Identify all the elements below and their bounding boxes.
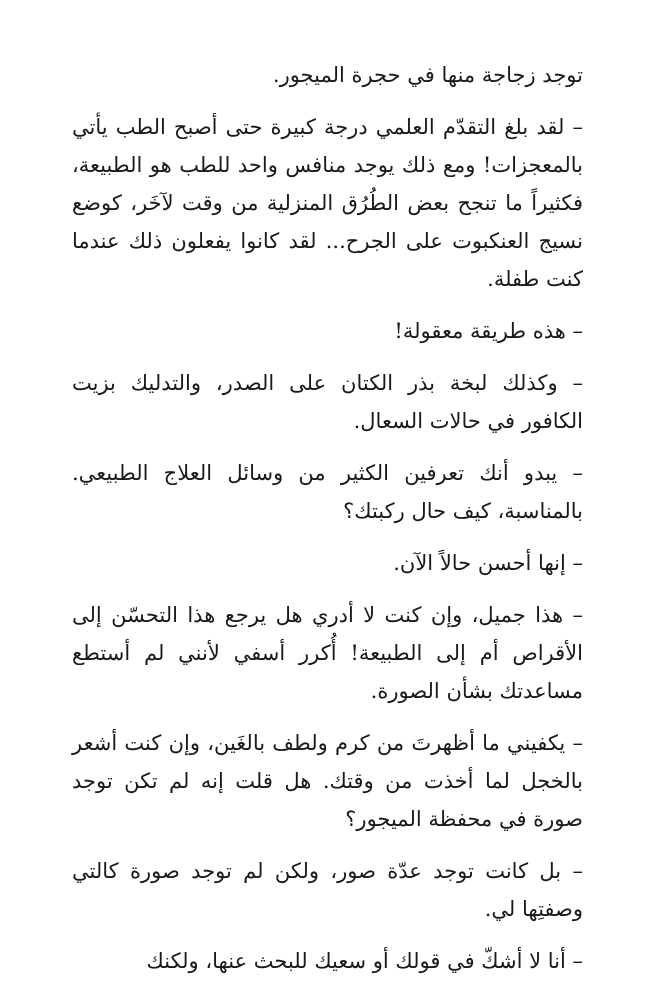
paragraph-6: – إنها أحسن حالاً الآن.	[393, 551, 583, 575]
paragraph-4: – وكذلك لبخة بذر الكتان على الصدر، والتدليك بزيت الكافور في حالات السعال.	[72, 371, 583, 433]
paragraph-3: – هذه طريقة معقولة!	[394, 319, 583, 343]
paragraph-10: – أنا لا أشكّ في قولك أو سعيك للبحث عنها، ولكنك	[146, 949, 583, 973]
paragraph-8: – يكفيني ما أظهرتَ من كرم ولطف بالغَين، وإن كنت أشعر بالخجل لما أخذت من وقتك. هل قلت إنه لم تكن توجد صورة في محفظة الميجور؟	[72, 731, 583, 831]
paragraph-5: – يبدو أنك تعرفين الكثير من وسائل العلاج الطبيعي. بالمناسبة، كيف حال ركبتك؟	[72, 461, 583, 523]
paragraph-9: – بل كانت توجد عدّة صور، ولكن لم توجد صورة كالتي وصفتِها لي.	[72, 859, 583, 921]
paragraph-1: توجد زجاجة منها في حجرة الميجور.	[272, 63, 583, 87]
paragraph-2: – لقد بلغ التقدّم العلمي درجة كبيرة حتى أصبح الطب يأتي بالمعجزات! ومع ذلك يوجد منافس واحد للطب هو الطبيعة، فكثيراً ما تنجح بعض الطُرُق المنزلية من وقت لآخَر، كوضع نسيج العنكبوت على الجرح... لقد كانوا يفعلون ذلك عندما كنت طفلة.	[72, 115, 583, 291]
paragraph-7: – هذا جميل، وإن كنت لا أدري هل يرجع هذا التحسّن إلى الأقراص أم إلى الطبيعة! أُكرر أسفي لأنني لم أستطع مساعدتك بشأن الصورة.	[72, 603, 583, 703]
